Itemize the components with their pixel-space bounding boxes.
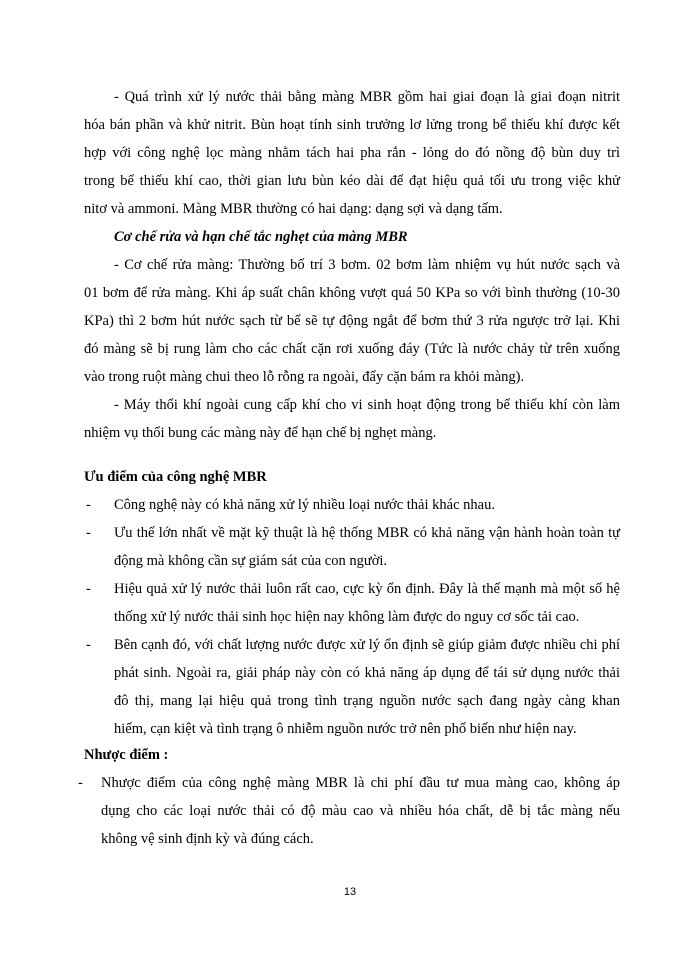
paragraph-line: hóa bán phần và khử nitrit. Bùn hoạt tính sinh trưởng lơ lửng trong bể thiếu khí được kết [84,117,620,133]
paragraph-line: vào trong ruột màng chui theo lỗ rỗng ra ngoài, đẩy cặn bám ra khỏi màng). [84,369,525,385]
list-item-line: Công nghệ này có khả năng xử lý nhiều loại nước thải khác nhau. [114,497,495,513]
section-heading-disadvantages: Nhược điểm : [84,747,169,763]
paragraph-line: - Máy thổi khí ngoài cung cấp khí cho vi sinh hoạt động trong bể thiếu khí còn làm [114,397,620,413]
paragraph-line: - Cơ chế rửa màng: Thường bố trí 3 bơm. 02 bơm làm nhiệm vụ hút nước sạch và [114,257,620,273]
bullet-dash: - [86,525,91,541]
page-number: 13 [343,886,357,898]
list-item-line: phát sinh. Ngoài ra, giải pháp này còn có khả năng áp dụng để tái sử dụng nước thải [114,665,620,681]
paragraph-line: nhiệm vụ thổi bung các màng này để hạn chế bị nghẹt màng. [84,425,437,441]
list-item-line: Bên cạnh đó, với chất lượng nước được xử lý ổn định sẽ giúp giảm được nhiều chi phí [114,637,620,653]
paragraph-line: KPa) thì 2 bơm hút nước sạch từ bể sẽ tự động ngắt để bơm thứ 3 rửa ngược trở lại. Khi [84,313,620,329]
paragraph-line: đó màng sẽ bị rung làm cho các chất cặn rơi xuống đáy (Tức là nước chảy từ trên xuống [84,341,620,357]
section-heading-cleaning: Cơ chế rửa và hạn chế tắc nghẹt của màng MBR [114,229,408,245]
list-item-line: đô thị, mang lại hiệu quả trong tình trạng nguồn nước sạch đang ngày càng khan [114,693,620,709]
list-item-line: động mà không cần sự giám sát của con người. [114,553,388,569]
bullet-dash: - [78,775,83,791]
list-item-line: thống xử lý nước thải sinh học hiện nay không làm được do nguy cơ sốc tải cao. [114,609,580,625]
list-item-line: Hiệu quả xử lý nước thải luôn rất cao, cực kỳ ổn định. Đây là thế mạnh mà một số hệ [114,581,620,597]
paragraph-line: - Quá trình xử lý nước thải bằng màng MBR gồm hai giai đoạn là giai đoạn nitrit [114,89,620,105]
bullet-dash: - [86,637,91,653]
list-item-line: dụng cho các loại nước thải có độ màu cao và nhiều hóa chất, dễ bị tắc màng nếu [101,803,620,819]
bullet-dash: - [86,581,91,597]
list-item-line: Ưu thế lớn nhất về mặt kỹ thuật là hệ thống MBR có khả năng vận hành hoàn toàn tự [114,525,620,541]
paragraph-line: trong bể thiếu khí cao, thời gian lưu bùn kéo dài để đạt hiệu quả tối ưu trong việc khử [84,173,620,189]
bullet-dash: - [86,497,91,513]
paragraph-line: 01 bơm để rửa màng. Khi áp suất chân không vượt quá 50 KPa so với bình thường (10-30 [84,285,620,301]
section-heading-advantages: Ưu điểm của công nghệ MBR [84,469,267,485]
paragraph-line: hợp với công nghệ lọc màng nhằm tách hai pha rắn - lỏng do đó nồng độ bùn duy trì [84,145,620,161]
paragraph-line: nitơ và ammoni. Màng MBR thường có hai dạng: dạng sợi và dạng tấm. [84,201,503,217]
list-item-line: không vệ sinh định kỳ và đúng cách. [101,831,314,847]
list-item-line: hiếm, cạn kiệt và tình trạng ô nhiễm nguồn nước trở nên phổ biến như hiện nay. [114,721,577,737]
list-item-line: Nhược điểm của công nghệ màng MBR là chi phí đầu tư mua màng cao, không áp [101,775,620,791]
